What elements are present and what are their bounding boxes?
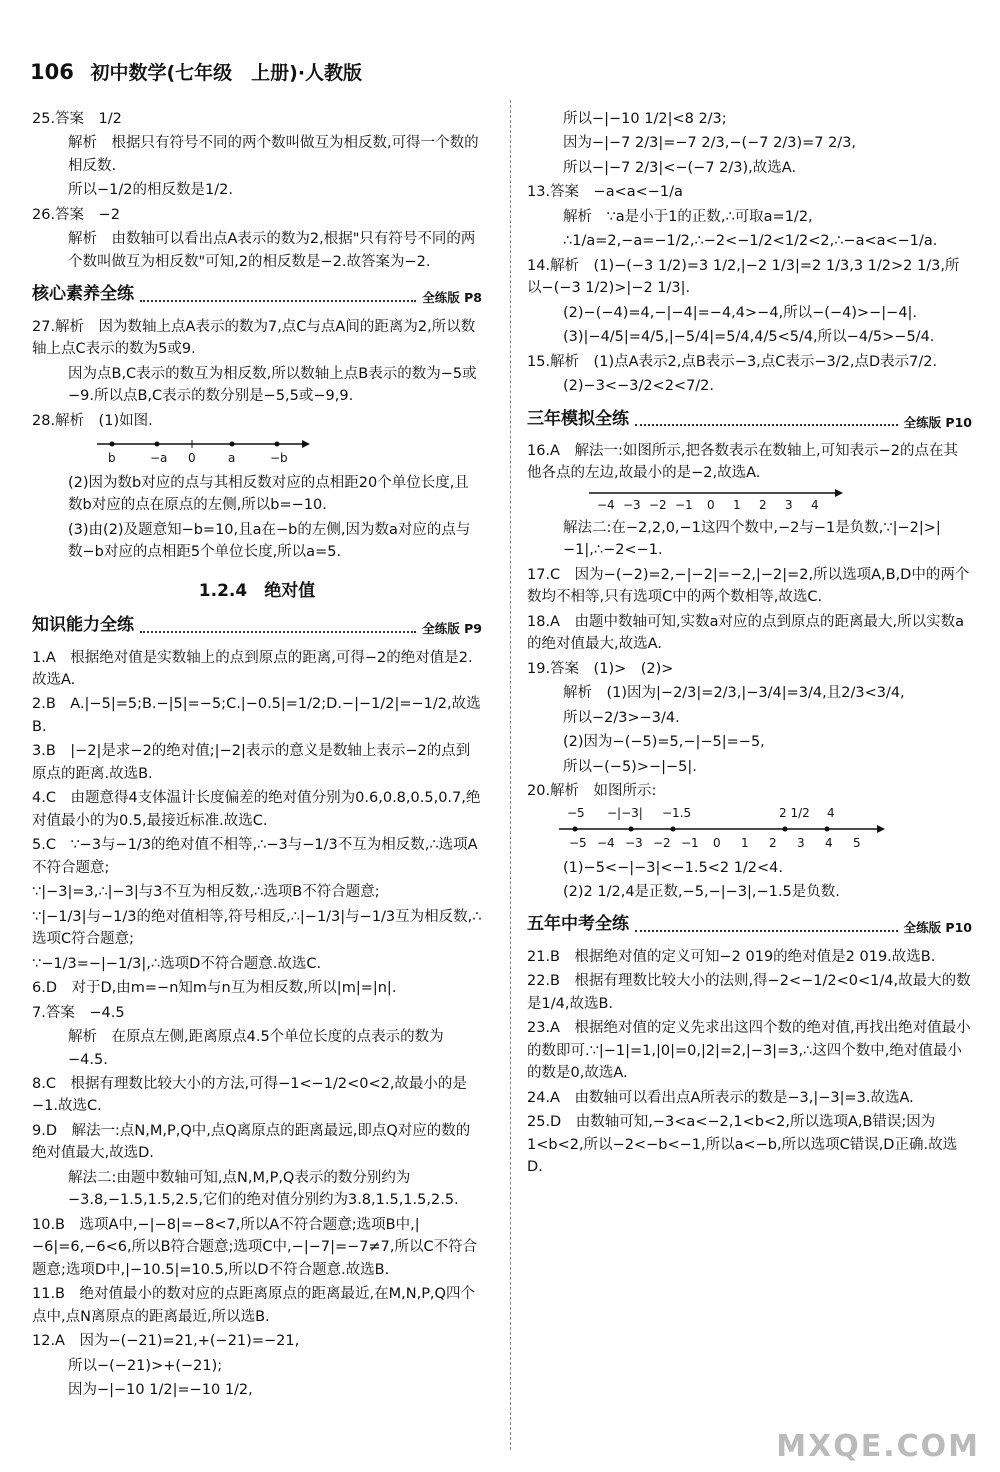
item-12e: 因为−|−7 2/3|=−7 2/3,−(−7 2/3)=7 2/3, bbox=[563, 135, 857, 152]
answer-13: 13.答案 −a<a<−1/a bbox=[527, 184, 683, 201]
item-7: 7.答案 −4.5 bbox=[32, 1004, 125, 1021]
explain-27: 27.解析 因为数轴上点A表示的数为7,点C与点A间的距离为2,所以数轴上点C表示的数为5或9. bbox=[32, 318, 476, 358]
explain-19b: 所以−2/3>−3/4. bbox=[563, 709, 680, 726]
section-title: 三年模拟全练 bbox=[527, 408, 629, 429]
nl2-tick: 0 bbox=[707, 497, 715, 512]
nl1-label-a: a bbox=[228, 450, 236, 465]
nl3-tick: 2 bbox=[769, 835, 777, 850]
nl3-tick: −1 bbox=[681, 835, 699, 850]
item-5c: ∵|−1/3|与−1/3的绝对值相等,符号相反,∴|−1/3|与−1/3互为相反数,∴选项C符合题意; bbox=[32, 908, 482, 948]
dotted-leader bbox=[140, 300, 416, 302]
item-9b: 解法二:由题中数轴可知,点N,M,P,Q表示的数分别约为−3.8,−1.5,1.5,2.5,它们的绝对值分别约为3.8,1.5,1.5,2.5. bbox=[68, 1169, 459, 1209]
item-21: 21.B 根据绝对值的定义可知−2 019的绝对值是2 019.故选B. bbox=[527, 948, 936, 965]
nl2-tick: 3 bbox=[785, 497, 793, 512]
explain-20-1: (1)−5<−|−3|<−1.5<2 1/2<4. bbox=[563, 859, 784, 876]
item-10: 10.B 选项A中,−|−8|=−8<7,所以A不符合题意;选项B中,|−6|=6,−6<6,所以B符合题意;选项C中,−|−7|=−7≠7,所以C不符合题意;选项D中,|−10.5|=10.5,所以D不符合题意.故选B. bbox=[32, 1216, 478, 1278]
section-heading-5yr bbox=[527, 911, 972, 937]
explain-20-2: (2)2 1/2,4是正数,−5,−|−3|,−1.5是负数. bbox=[563, 884, 840, 900]
nl2-tick: −3 bbox=[623, 497, 641, 512]
nl2-tick: 1 bbox=[733, 497, 741, 512]
nl3-tick: −4 bbox=[597, 835, 615, 850]
book-title: 初中数学(七年级 上册)·人教版 bbox=[90, 62, 363, 84]
left-column bbox=[32, 108, 482, 1404]
nl2-tick: −1 bbox=[675, 497, 693, 512]
item-1: 1.A 根据绝对值是实数轴上的点到原点的距离,可得−2的绝对值是2.故选A. bbox=[32, 649, 473, 688]
number-line-28 bbox=[92, 434, 312, 468]
item-12f: 所以−|−7 2/3|<−(−7 2/3),故选A. bbox=[563, 159, 797, 176]
item-16: 16.A 解法一:如图所示,把各数表示在数轴上,可知表示−2的点在其他各点的左边,故最小的是−2,故选A. bbox=[527, 442, 958, 482]
explain-15: 15.解析 (1)点A表示2,点B表示−3,点C表示−3/2,点D表示7/2. bbox=[527, 353, 938, 370]
item-7-explain: 解析 在原点左侧,距离原点4.5个单位长度的点表示的数为−4.5. bbox=[68, 1029, 444, 1068]
nl3-tick: 5 bbox=[853, 835, 861, 850]
item-12c: 因为−|−10 1/2|=−10 1/2, bbox=[68, 1382, 253, 1399]
nl1-label-0: 0 bbox=[188, 450, 196, 465]
page-header bbox=[30, 58, 362, 85]
item-23: 23.A 根据绝对值的定义先求出这四个数的绝对值,再找出绝对值最小的数即可.∵|−1|=1,|0|=0,|2|=2,|−3|=3,∴这四个数中,绝对值最小的数是0,故选A. bbox=[527, 1020, 971, 1082]
section-ref: 全练版 P8 bbox=[422, 290, 482, 306]
dotted-leader bbox=[635, 424, 898, 426]
item-11: 11.B 绝对值最小的数对应的点距离原点的距离最近,在M,N,P,Q四个点中,点N离原点的距离最近,所以选B. bbox=[32, 1286, 475, 1325]
explain-19c: (2)因为−(−5)=5,−|−5|=−5, bbox=[563, 734, 765, 751]
column-divider bbox=[510, 100, 511, 1450]
page-number: 106 bbox=[30, 60, 74, 84]
item-3: 3.B |−2|是求−2的绝对值;|−2|表示的意义是数轴上表示−2的点到原点的距离.故选B. bbox=[32, 743, 471, 782]
nl3-tick: 4 bbox=[825, 835, 833, 850]
nl2-tick: −4 bbox=[597, 497, 615, 512]
item-5b: ∵|−3|=3,∴|−3|与3不互为相反数,∴选项B不符合题意; bbox=[32, 884, 380, 901]
explain-13: 解析 ∵a是小于1的正数,∴可取a=1/2, bbox=[563, 208, 813, 225]
item-18: 18.A 由题中数轴可知,实数a对应的点到原点的距离最大,所以实数a的绝对值最大,故选A. bbox=[527, 613, 964, 653]
explain-28-3: (3)由(2)及题意知−b=10,且a在−b的左侧,因为数a对应的点与数−b对应的点相距5个单位长度,所以a=5. bbox=[68, 521, 471, 561]
item-16b: 解法二:在−2,2,0,−1这四个数中,−2与−1是负数,∵|−2|>|−1|,∴−2<−1. bbox=[563, 519, 941, 559]
explain-28-2: (2)因为数b对应的点与其相反数对应的点相距20个单位长度,且数b对应的点在原点的左侧,所以b=−10. bbox=[68, 474, 469, 514]
answer-25: 25.答案 1/2 bbox=[32, 111, 122, 127]
item-12b: 所以−(−21)>+(−21); bbox=[68, 1357, 223, 1374]
item-12: 12.A 因为−(−21)=21,+(−21)=−21, bbox=[32, 1333, 300, 1350]
nl3-point-label: −5 bbox=[567, 805, 585, 820]
section-heading-3yr bbox=[527, 406, 972, 432]
nl2-tick: 4 bbox=[811, 497, 819, 512]
item-22: 22.B 根据有理数比较大小的法则,得−2<−1/2<0<1/4,故最大的数是1/4,故选B. bbox=[527, 973, 971, 1012]
nl1-label-neg-b: −b bbox=[270, 450, 288, 465]
answer-19: 19.答案 (1)> (2)> bbox=[527, 660, 674, 677]
number-line-20 bbox=[557, 805, 897, 853]
lesson-title: 1.2.4 绝对值 bbox=[198, 580, 316, 601]
item-5: 5.C ∵−3与−1/3的绝对值不相等,∴−3与−1/3不互为相反数,∴选项A不符合题意; bbox=[32, 837, 478, 876]
explain-19d: 所以−(−5)>−|−5|. bbox=[563, 758, 697, 775]
nl1-label-b: b bbox=[108, 450, 116, 465]
item-25: 25.D 由数轴可知,−3<a<−2,1<b<2,所以选项A,B错误;因为1<b<2,所以−2<−b<−1,所以a<−b,所以选项C错误,D正确.故选D. bbox=[527, 1114, 958, 1176]
nl3-point-label: 2 1/2 bbox=[779, 805, 810, 820]
item-17: 17.C 因为−(−2)=2,−|−2|=−2,|−2|=2,所以选项A,B,D中的两个数均不相等,只有选项C中的两个数相等,故选C. bbox=[527, 566, 970, 606]
item-4: 4.C 由题意得4支体温计长度偏差的绝对值分别为0.6,0.8,0.5,0.7,绝对值最小的为0.5,最接近标准.故选C. bbox=[32, 790, 481, 829]
nl3-tick: −5 bbox=[569, 835, 587, 850]
explain-14-3: (3)|−4/5|=4/5,|−5/4|=5/4,4/5<5/4,所以−4/5>−5/4. bbox=[563, 329, 935, 346]
nl3-tick: 0 bbox=[713, 835, 721, 850]
section-ref: 全练版 P10 bbox=[903, 414, 972, 430]
item-5d: ∵−1/3=−|−1/3|,∴选项D不符合题意.故选C. bbox=[32, 955, 322, 972]
section-title: 知识能力全练 bbox=[32, 615, 134, 636]
nl3-point-label: −|−3| bbox=[607, 805, 643, 820]
answer-26: 26.答案 −2 bbox=[32, 206, 120, 223]
nl3-tick: −3 bbox=[625, 835, 643, 850]
explain-27b: 因为点B,C表示的数互为相反数,所以数轴上点B表示的数为−5或−9.所以点B,C表示的数分别是−5,5或−9,9. bbox=[68, 365, 477, 405]
section-title: 核心素养全练 bbox=[32, 284, 134, 305]
nl3-point-label: 4 bbox=[827, 805, 835, 820]
nl3-point-label: −1.5 bbox=[662, 805, 692, 820]
explain-26: 解析 由数轴可以看出点A表示的数为2,根据"只有符号不同的两个数叫做互为相反数"可知,2的相反数是−2.故答案为−2. bbox=[68, 231, 476, 270]
explain-14-2: (2)−(−4)=4,−|−4|=−4,4>−4,所以−(−4)>−|−4|. bbox=[563, 304, 918, 321]
explain-13b: ∴1/a=2,−a=−1/2,∴−2<−1/2<1/2<2,∴−a<a<−1/a. bbox=[563, 233, 938, 250]
dotted-leader bbox=[140, 631, 416, 633]
explain-25: 解析 根据只有符号不同的两个数叫做互为相反数,可得一个数的相反数. bbox=[68, 135, 479, 174]
explain-14: 14.解析 (1)−(−3 1/2)=3 1/2,|−2 1/3|=2 1/3,3 1/2>2 1/3,所以−(−3 1/2)>|−2 1/3|. bbox=[527, 257, 960, 297]
nl1-label-neg-a: −a bbox=[150, 450, 168, 465]
explain-28: 28.解析 (1)如图. bbox=[32, 412, 153, 429]
item-6: 6.D 对于D,由m=−n知m与n互为相反数,所以|m|=|n|. bbox=[32, 980, 397, 997]
item-9: 9.D 解法一:点N,M,P,Q中,点Q离原点的距离最远,即点Q对应的数的绝对值最大,故选D. bbox=[32, 1122, 471, 1162]
section-ref: 全练版 P10 bbox=[903, 920, 972, 936]
nl2-tick: −2 bbox=[649, 497, 667, 512]
nl2-tick: 2 bbox=[759, 497, 767, 512]
item-8: 8.C 根据有理数比较大小的方法,可得−1<−1/2<0<2,故最小的是−1.故选C. bbox=[32, 1075, 467, 1115]
section-heading-core bbox=[32, 281, 482, 307]
nl3-tick: 1 bbox=[741, 835, 749, 850]
nl3-tick: −2 bbox=[653, 835, 671, 850]
item-2: 2.B A.|−5|=5;B.−|5|=−5;C.|−0.5|=1/2;D.−|−1/2|=−1/2,故选B. bbox=[32, 696, 481, 735]
section-heading-knowledge bbox=[32, 612, 482, 638]
explain-19: 解析 (1)因为|−2/3|=2/3,|−3/4|=3/4,且2/3<3/4, bbox=[563, 685, 905, 702]
right-column bbox=[527, 108, 972, 1181]
watermark: MXQE.COM bbox=[776, 1429, 980, 1464]
explain-25-conclusion: 所以−1/2的相反数是1/2. bbox=[68, 182, 233, 199]
dotted-leader bbox=[635, 930, 898, 932]
section-ref: 全练版 P9 bbox=[422, 621, 482, 637]
nl3-tick: 3 bbox=[797, 835, 805, 850]
item-12d: 所以−|−10 1/2|<8 2/3; bbox=[563, 111, 727, 127]
section-title: 五年中考全练 bbox=[527, 914, 629, 935]
explain-20: 20.解析 如图所示: bbox=[527, 783, 657, 800]
number-line-16 bbox=[587, 487, 847, 513]
explain-15-2: (2)−3<−3/2<2<7/2. bbox=[563, 378, 715, 395]
item-24: 24.A 由数轴可以看出点A所表示的数是−3,|−3|=3.故选A. bbox=[527, 1089, 914, 1106]
